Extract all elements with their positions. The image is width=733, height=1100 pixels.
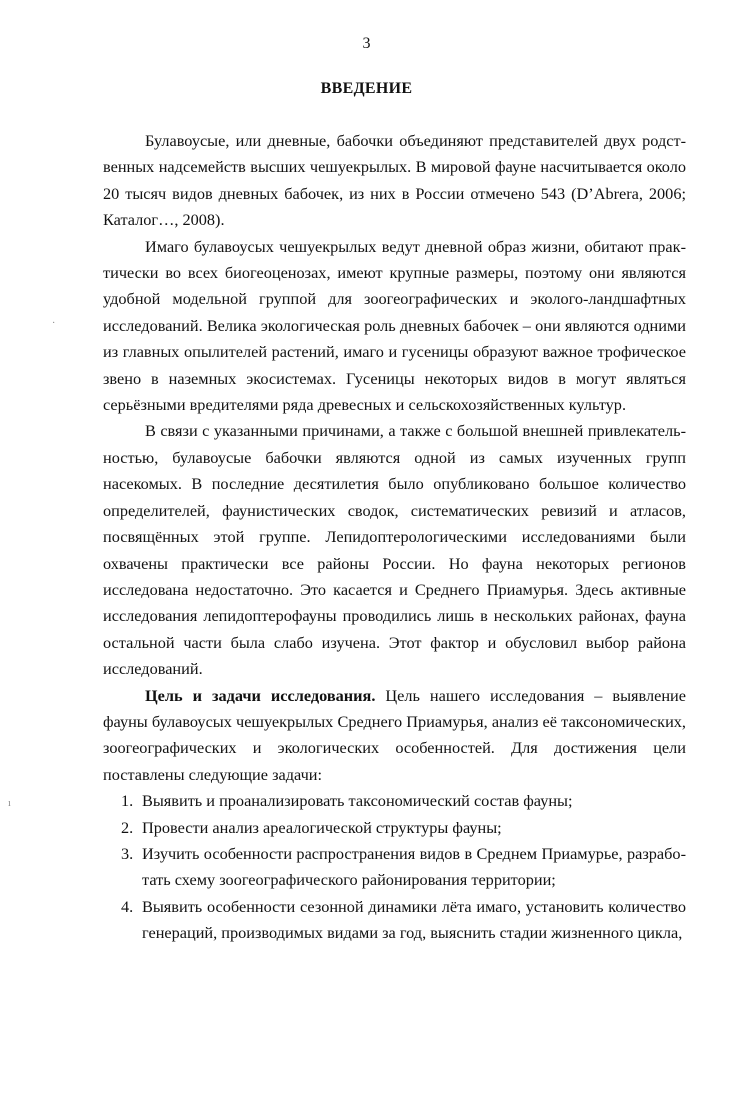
scan-speck: · (52, 318, 56, 329)
task-text: Изучить особенности распространения видов в Среднем Приамурье, разработать схему зоогеографического районирования территории; (142, 843, 686, 890)
task-number: 4. (121, 896, 134, 916)
task-item (103, 894, 686, 947)
goals-heading: Цель и задачи исследования. (145, 685, 376, 705)
task-number: 3. (121, 843, 134, 863)
task-item (103, 788, 686, 814)
scan-speck: ı (8, 798, 11, 809)
task-text: Выявить особенности сезонной динамики лёта имаго, установить количество генераций, производимых видами за год, выяснить стадии жизненного цикла, (142, 896, 686, 943)
paragraph: Имаго булавоусых чешуекрылых ведут дневной образ жизни, обитают практически во всех биогеоценозах, имеют крупные размеры, поэтому они являются удобной модельной группой для зоогеографических и эколого-ландшафтных исследований. Велика экологическая роль дневных бабочек – они являются одними из главных опылителей растений, имаго и гусеницы образуют важное трофическое звено в наземных экосистемах. Гусеницы некоторых видов в могут являться серьёзными вредителями ряда древесных и сельскохозяйственных культур. (103, 236, 686, 415)
task-item (103, 815, 686, 841)
task-text: Провести анализ ареалогической структуры фауны; (142, 817, 502, 837)
page-title: ВВЕДЕНИЕ (320, 80, 413, 97)
task-text: Выявить и проанализировать таксономический состав фауны; (142, 791, 573, 811)
page-number: 3 (362, 35, 371, 52)
paragraph: Булавоусые, или дневные, бабочки объединяют представителей двух родственных надсемейств высших чешуекрылых. В мировой фауне насчитывается около 20 тысяч видов дневных бабочек, из них в России отмечено 543 (D’Abrera, 2006; Каталог…, 2008). (103, 131, 686, 230)
task-item (103, 841, 686, 894)
task-number: 1. (121, 791, 134, 811)
body-text (103, 128, 686, 947)
paragraph: В связи с указанными причинами, а также с большой внешней привлекательностью, булавоусые бабочки являются одной из самых изученных групп насекомых. В последние десятилетия было опубликовано большое количество определителей, фаунистических сводок, систематических ревизий и атласов, посвящённых этой группе. Лепидоптерологическими исследованиями были охвачены практически все районы России. Но фауна некоторых регионов исследована недостаточно. Это касается и Среднего Приамурья. Здесь активные исследования лепидоптерофауны проводились лишь в нескольких районах, фауна остальной части была слабо изучена. Этот фактор и обусловил выбор района исследований. (103, 421, 686, 679)
goals-text: Цель нашего исследования – выявление фауны булавоусых чешуекрылых Среднего Приамурья, анализ её таксономических, зоогеографических и экологических особенностей. Для достижения цели поставлены следующие задачи: (103, 685, 686, 784)
task-list (103, 788, 686, 946)
task-number: 2. (121, 817, 134, 837)
goals-paragraph (103, 683, 686, 789)
